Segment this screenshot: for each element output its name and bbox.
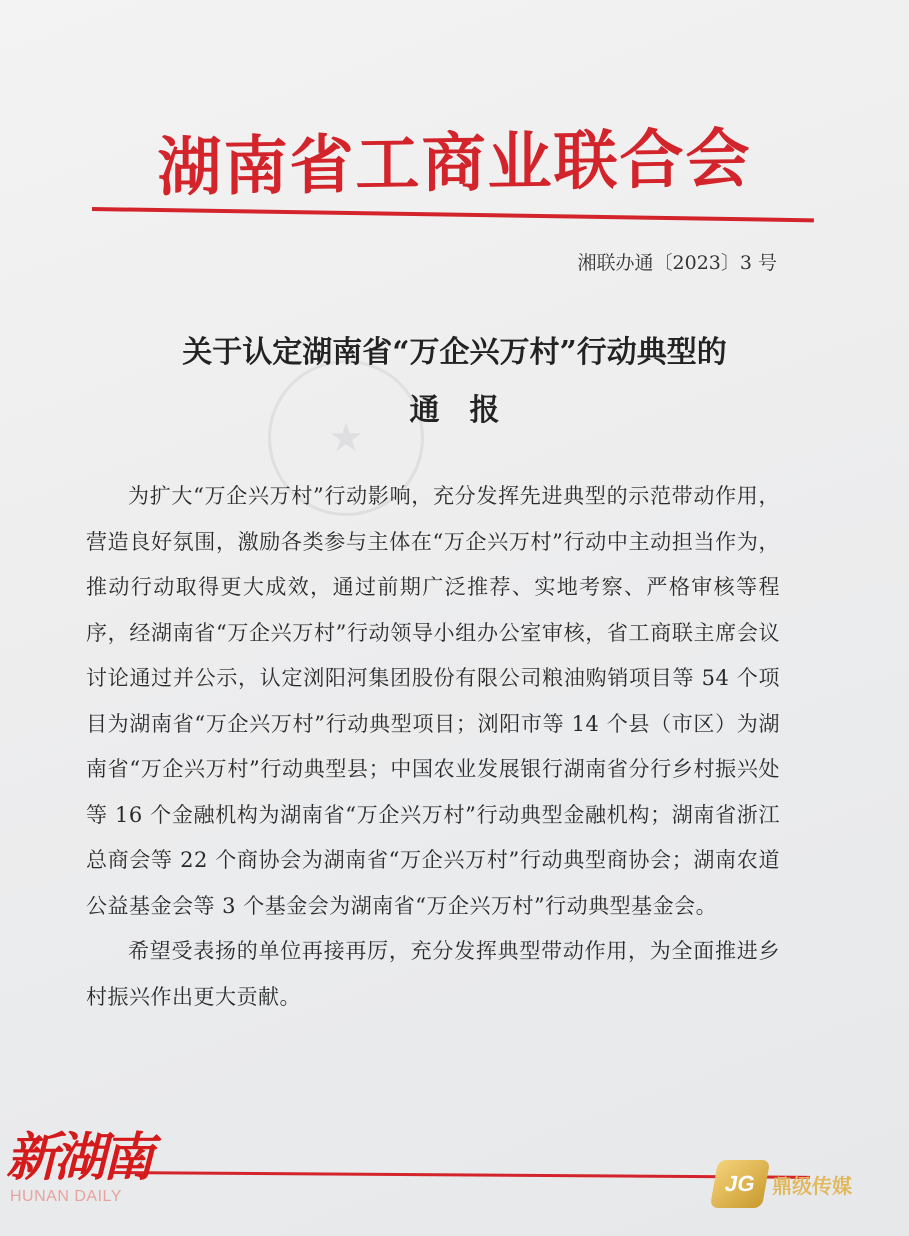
document-body xyxy=(86,474,780,1020)
footer-red-rule xyxy=(110,1171,810,1179)
document-number: 湘联办通〔2023〕3 号 xyxy=(577,252,777,274)
title-line-2: 通报 xyxy=(409,393,530,428)
watermark-logo-text: 新湖南 xyxy=(6,1127,151,1188)
media-logo-icon: JG xyxy=(710,1160,770,1208)
letterhead-title: 湖南省工商业联合会 xyxy=(157,121,752,206)
hunan-daily-watermark-logo xyxy=(6,1128,150,1206)
body-paragraph-2: 希望受表扬的单位再接再厉，充分发挥典型带动作用，为全面推进乡村振兴作出更大贡献。 xyxy=(86,939,780,1009)
watermark-logo-subtitle: HUNAN DAILY xyxy=(10,1188,122,1205)
media-logo-text: 鼎级传媒 xyxy=(772,1173,852,1198)
letterhead-red-rule xyxy=(92,207,814,222)
media-watermark-logo xyxy=(714,1160,852,1208)
body-paragraph-1: 为扩大“万企兴万村”行动影响，充分发挥先进典型的示范带动作用，营造良好氛围，激励各类参与主体在“万企兴万村”行动中主动担当作为，推动行动取得更大成效，通过前期广泛推荐、实地考察、严格审核等程序，经湖南省“万企兴万村”行动领导小组办公室审核，省工商联主席会议讨论通过并公示，认定浏阳河集团股份有限公司粮油购销项目等 54 个项目为湖南省“万企兴万村”行动典型项目；浏阳市等 14 个县（市区）为湖南省“万企兴万村”行动典型县；中国农业发展银行湖南省分行乡村振兴处等 16 个金融机构为湖南省“万企兴万村”行动典型金融机构；湖南省浙江总商会等 22 个商协会为湖南省“万企兴万村”行动典型商协会；湖南农道公益基金会等 3 个基金会为湖南省“万企兴万村”行动典型基金会。 xyxy=(86,484,780,918)
star-icon: ★ xyxy=(328,415,364,461)
document-title xyxy=(0,324,909,440)
title-line-1: 关于认定湖南省“万企兴万村”行动典型的 xyxy=(182,335,727,370)
